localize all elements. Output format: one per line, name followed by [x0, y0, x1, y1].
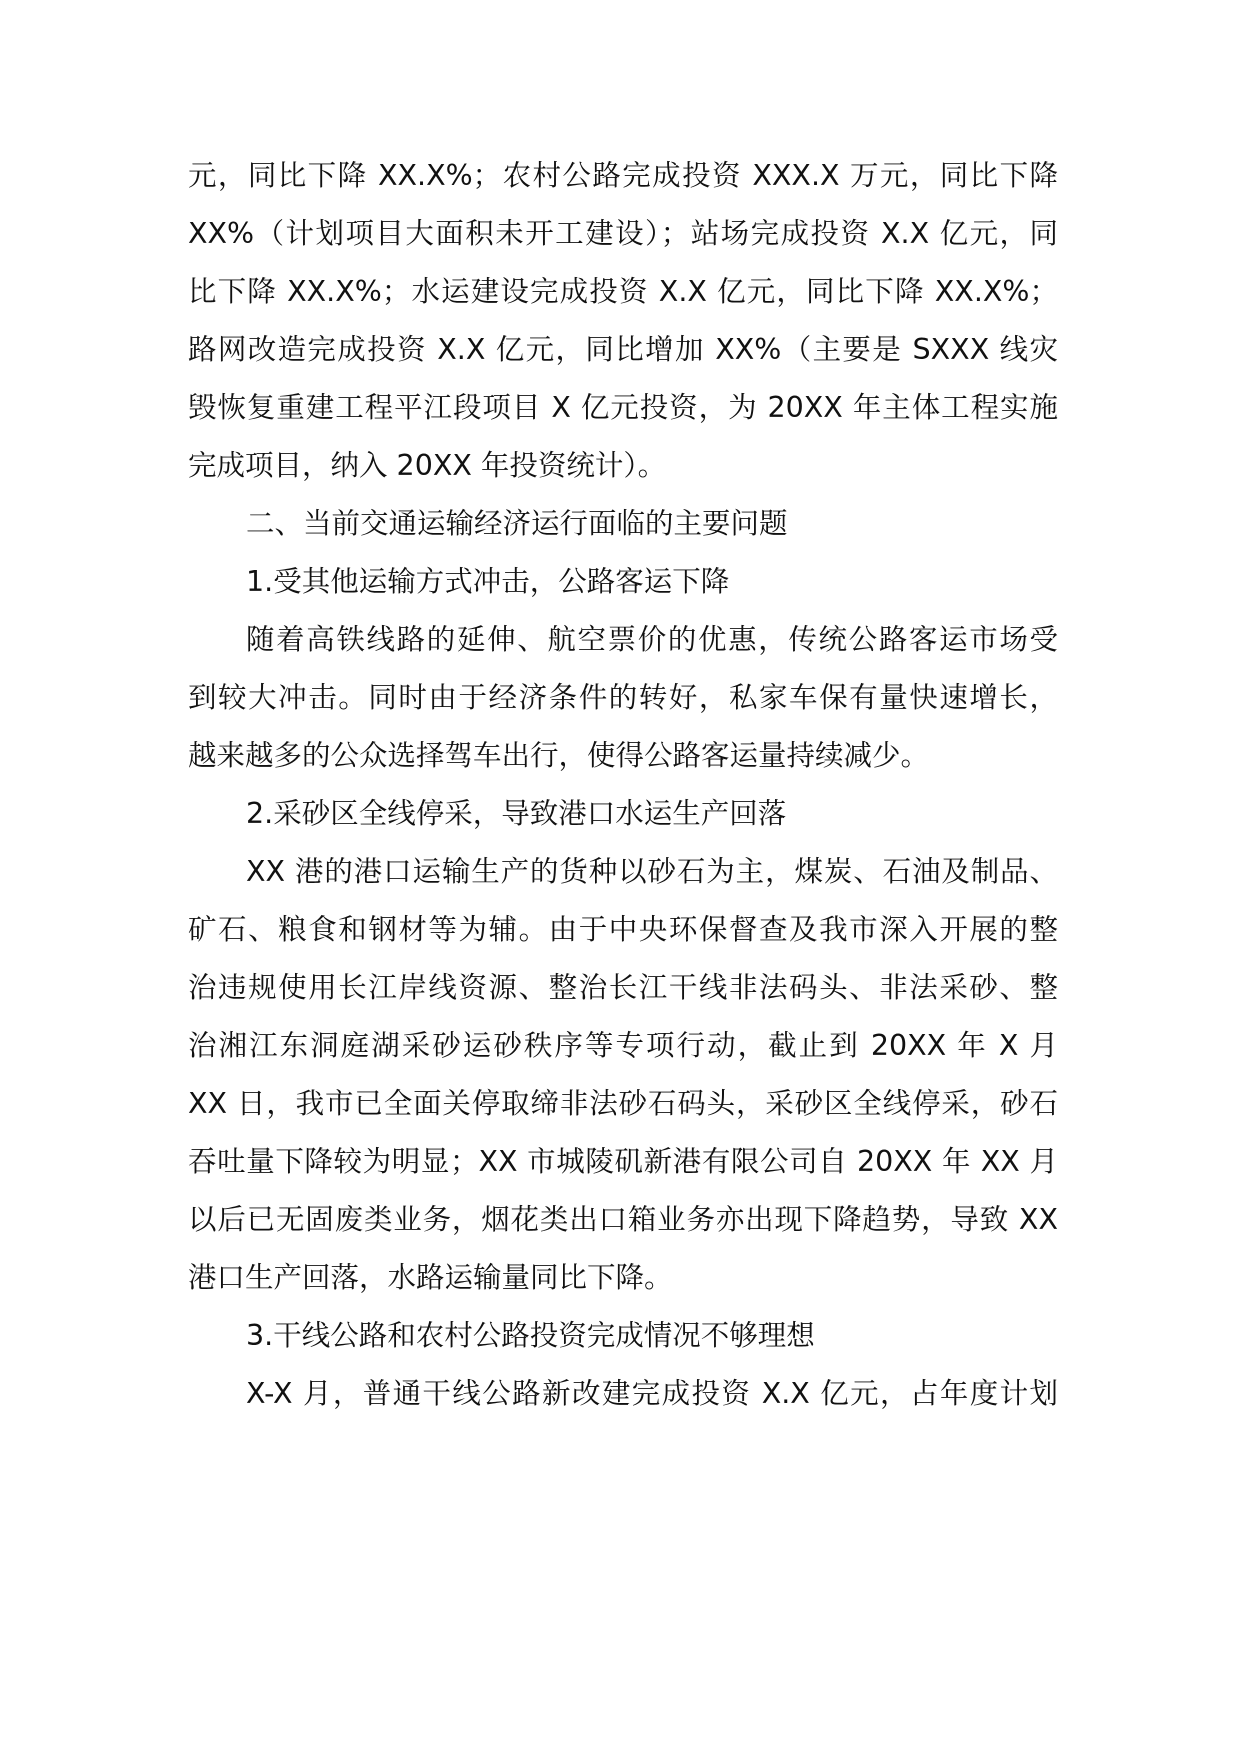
body-line: 越来越多的公众选择驾车出行，使得公路客运量持续减少。 [188, 739, 930, 772]
body-line: 比下降 XX.X%；水运建设完成投资 X.X 亿元，同比下降 XX.X%； [188, 275, 1058, 308]
body-line: 元，同比下降 XX.X%；农村公路完成投资 XXX.X 万元，同比下降 [188, 159, 1058, 192]
body-line: 治违规使用长江岸线资源、整治长江干线非法码头、非法采砂、整 [188, 971, 1058, 1004]
body-line: 路网改造完成投资 X.X 亿元，同比增加 XX%（主要是 SXXX 线灾 [188, 333, 1058, 366]
body-line: 毁恢复重建工程平江段项目 X 亿元投资，为 20XX 年主体工程实施 [188, 391, 1058, 424]
body-line: 到较大冲击。同时由于经济条件的转好，私家车保有量快速增长， [188, 681, 1058, 714]
body-line: XX 港的港口运输生产的货种以砂石为主，煤炭、石油及制品、 [246, 855, 1058, 888]
body-line: X-X 月，普通干线公路新改建完成投资 X.X 亿元，占年度计划 [246, 1377, 1058, 1410]
body-line: 完成项目，纳入 20XX 年投资统计）。 [188, 449, 667, 482]
body-line: XX%（计划项目大面积未开工建设）；站场完成投资 X.X 亿元，同 [188, 217, 1058, 250]
body-line: 港口生产回落，水路运输量同比下降。 [188, 1261, 673, 1294]
body-line: 以后已无固废类业务，烟花类出口箱业务亦出现下降趋势，导致 XX [188, 1203, 1058, 1236]
body-line: 吞吐量下降较为明显；XX 市城陵矶新港有限公司自 20XX 年 XX 月 [188, 1145, 1058, 1178]
body-line: 治湘江东洞庭湖采砂运砂秩序等专项行动，截止到 20XX 年 X 月 [188, 1029, 1058, 1062]
body-line: XX 日，我市已全面关停取缔非法砂石码头，采砂区全线停采，砂石 [188, 1087, 1058, 1120]
subsection-heading: 3.干线公路和农村公路投资完成情况不够理想 [246, 1319, 815, 1352]
subsection-heading: 1.受其他运输方式冲击，公路客运下降 [246, 565, 730, 598]
body-line: 随着高铁线路的延伸、航空票价的优惠，传统公路客运市场受 [246, 623, 1058, 656]
section-heading: 二、当前交通运输经济运行面临的主要问题 [246, 507, 788, 540]
body-line: 矿石、粮食和钢材等为辅。由于中央环保督查及我市深入开展的整 [188, 913, 1058, 946]
subsection-heading: 2.采砂区全线停采，导致港口水运生产回落 [246, 797, 787, 830]
